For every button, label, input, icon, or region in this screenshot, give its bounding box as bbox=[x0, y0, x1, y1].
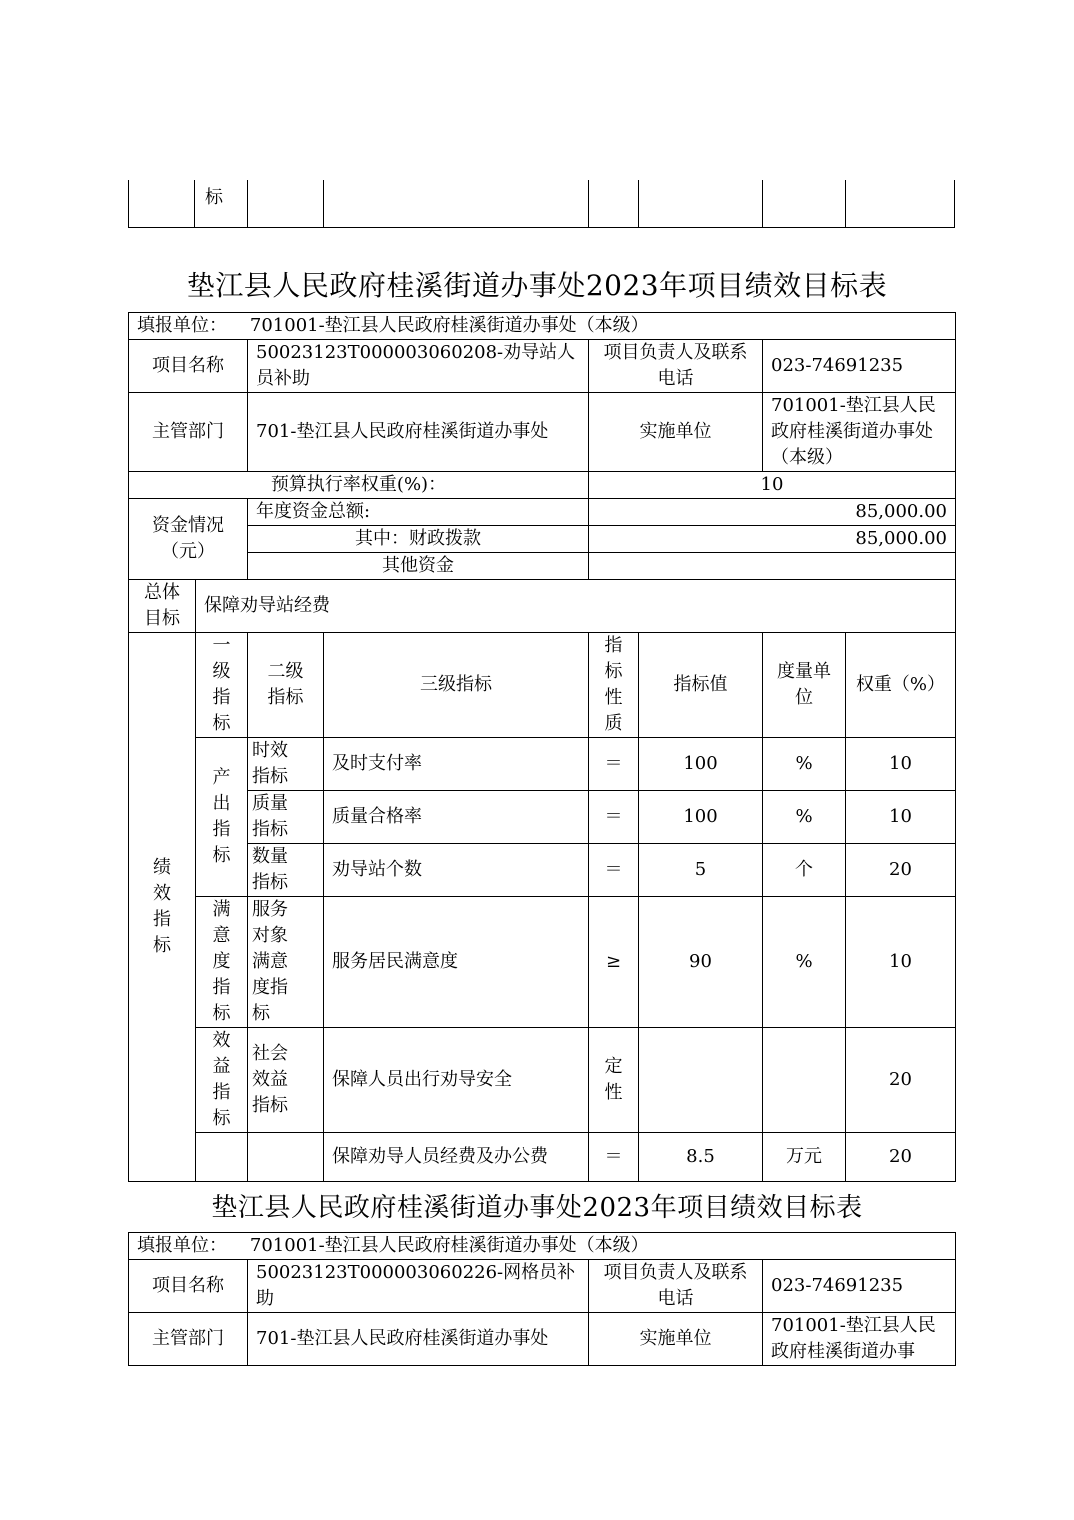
fragment-text: 标 bbox=[205, 187, 223, 208]
funds-label: 资金情况（元） bbox=[129, 499, 248, 580]
performance-table-1 bbox=[128, 312, 956, 1182]
unit-label: 填报单位： bbox=[137, 1235, 227, 1256]
group-output-text: 产出指标 bbox=[212, 767, 231, 866]
row-level2-text: 时效指标 bbox=[252, 740, 288, 787]
perf-label-text: 绩效指标 bbox=[153, 857, 171, 956]
row-level3: 及时支付率 bbox=[324, 738, 589, 791]
project-name-label: 项目名称 bbox=[129, 340, 248, 393]
table-row bbox=[129, 791, 956, 844]
fiscal-value: 85,000.00 bbox=[589, 526, 956, 553]
impl-value: 701001-垫江县人民政府桂溪街道办事处（本级） bbox=[763, 393, 956, 472]
project-name-label: 项目名称 bbox=[129, 1260, 248, 1313]
unit-row bbox=[129, 1233, 956, 1260]
previous-table-fragment bbox=[128, 180, 955, 228]
row-level2-text: 数量指标 bbox=[252, 846, 288, 893]
group-satisfaction-text: 满意度指标 bbox=[212, 899, 231, 1024]
table-row bbox=[129, 844, 956, 897]
row-level2 bbox=[248, 738, 324, 791]
table-row bbox=[129, 738, 956, 791]
row-weight: 20 bbox=[846, 844, 956, 897]
row-weight: 10 bbox=[846, 738, 956, 791]
header-unit bbox=[763, 633, 846, 738]
other-value bbox=[589, 553, 956, 580]
row-value bbox=[639, 1028, 763, 1133]
row-level3: 服务居民满意度 bbox=[324, 897, 589, 1028]
fiscal-label: 其中：财政拨款 bbox=[248, 526, 589, 553]
row-level2 bbox=[248, 1133, 324, 1182]
row-level2-text: 服务对象满意度指标 bbox=[252, 899, 288, 1024]
dept-value: 701-垫江县人民政府桂溪街道办事处 bbox=[248, 1313, 589, 1366]
row-unit: 个 bbox=[763, 844, 846, 897]
row-nature-text: 定性 bbox=[604, 1056, 623, 1103]
other-label: 其他资金 bbox=[248, 553, 589, 580]
header-level3: 三级指标 bbox=[324, 633, 589, 738]
row-nature: ＝ bbox=[589, 791, 639, 844]
unit-value: 701001-垫江县人民政府桂溪街道办事处（本级） bbox=[249, 1235, 649, 1256]
table-row bbox=[129, 1028, 956, 1133]
impl-value: 701001-垫江县人民政府桂溪街道办事 bbox=[763, 1313, 956, 1366]
row-unit: 万元 bbox=[763, 1133, 846, 1182]
unit-row bbox=[129, 313, 956, 340]
row-nature bbox=[589, 1028, 639, 1133]
header-nature bbox=[589, 633, 639, 738]
row-weight: 10 bbox=[846, 897, 956, 1028]
row-level2 bbox=[248, 1028, 324, 1133]
project-name-value: 50023123T000003060226-网格员补助 bbox=[248, 1260, 589, 1313]
row-level2 bbox=[248, 897, 324, 1028]
row-nature: ≥ bbox=[589, 897, 639, 1028]
row-nature: ＝ bbox=[589, 844, 639, 897]
header-level2 bbox=[248, 633, 324, 738]
row-value: 90 bbox=[639, 897, 763, 1028]
dept-label: 主管部门 bbox=[129, 1313, 248, 1366]
group-satisfaction bbox=[196, 897, 248, 1028]
row-level3: 劝导站个数 bbox=[324, 844, 589, 897]
table1-title: 垫江县人民政府桂溪街道办事处2023年项目绩效目标表 bbox=[186, 269, 888, 302]
row-level3: 保障人员出行劝导安全 bbox=[324, 1028, 589, 1133]
row-unit: % bbox=[763, 897, 846, 1028]
goal-label-text: 总体目标 bbox=[144, 582, 180, 629]
row-value: 5 bbox=[639, 844, 763, 897]
contact-label: 项目负责人及联系电话 bbox=[589, 1260, 763, 1313]
dept-value: 701-垫江县人民政府桂溪街道办事处 bbox=[248, 393, 589, 472]
group-benefit bbox=[196, 1028, 248, 1133]
row-unit: % bbox=[763, 791, 846, 844]
row-weight: 20 bbox=[846, 1133, 956, 1182]
row-level3: 质量合格率 bbox=[324, 791, 589, 844]
budget-weight-value: 10 bbox=[589, 472, 956, 499]
row-value: 8.5 bbox=[639, 1133, 763, 1182]
perf-label bbox=[129, 633, 196, 1182]
table-row bbox=[129, 897, 956, 1028]
row-level2 bbox=[248, 791, 324, 844]
table2-title: 垫江县人民政府桂溪街道办事处2023年项目绩效目标表 bbox=[211, 1193, 863, 1223]
row-unit: % bbox=[763, 738, 846, 791]
row-level3: 保障劝导人员经费及办公费 bbox=[324, 1133, 589, 1182]
row-value: 100 bbox=[639, 738, 763, 791]
goal-value: 保障劝导站经费 bbox=[196, 580, 956, 633]
header-value: 指标值 bbox=[639, 633, 763, 738]
header-nature-text: 指标性质 bbox=[604, 635, 623, 734]
impl-label: 实施单位 bbox=[589, 393, 763, 472]
header-level1-text: 一级指标 bbox=[212, 635, 231, 734]
unit-label: 填报单位： bbox=[137, 315, 227, 336]
header-level2-text: 二级指标 bbox=[267, 661, 304, 708]
row-level2 bbox=[248, 844, 324, 897]
empty-cell bbox=[196, 1133, 248, 1182]
goal-label bbox=[129, 580, 196, 633]
total-label: 年度资金总额: bbox=[248, 499, 589, 526]
row-level2-text: 社会效益指标 bbox=[252, 1043, 288, 1116]
row-unit bbox=[763, 1028, 846, 1133]
contact-value: 023-74691235 bbox=[763, 1260, 956, 1313]
table-row bbox=[129, 1133, 956, 1182]
impl-label: 实施单位 bbox=[589, 1313, 763, 1366]
row-level2-text: 质量指标 bbox=[252, 793, 288, 840]
row-weight: 10 bbox=[846, 791, 956, 844]
unit-value: 701001-垫江县人民政府桂溪街道办事处（本级） bbox=[249, 315, 649, 336]
header-unit-text: 度量单位 bbox=[777, 661, 831, 708]
group-benefit-text: 效益指标 bbox=[212, 1030, 231, 1129]
row-nature: ＝ bbox=[589, 738, 639, 791]
header-level1 bbox=[196, 633, 248, 738]
row-weight: 20 bbox=[846, 1028, 956, 1133]
contact-label: 项目负责人及联系电话 bbox=[589, 340, 763, 393]
row-value: 100 bbox=[639, 791, 763, 844]
contact-value: 023-74691235 bbox=[763, 340, 956, 393]
project-name-value: 50023123T000003060208-劝导站人员补助 bbox=[248, 340, 589, 393]
dept-label: 主管部门 bbox=[129, 393, 248, 472]
header-weight: 权重（%） bbox=[846, 633, 956, 738]
row-nature: ＝ bbox=[589, 1133, 639, 1182]
group-output bbox=[196, 738, 248, 897]
performance-table-2 bbox=[128, 1232, 956, 1366]
total-value: 85,000.00 bbox=[589, 499, 956, 526]
budget-weight-label: 预算执行率权重(%)： bbox=[129, 472, 589, 499]
